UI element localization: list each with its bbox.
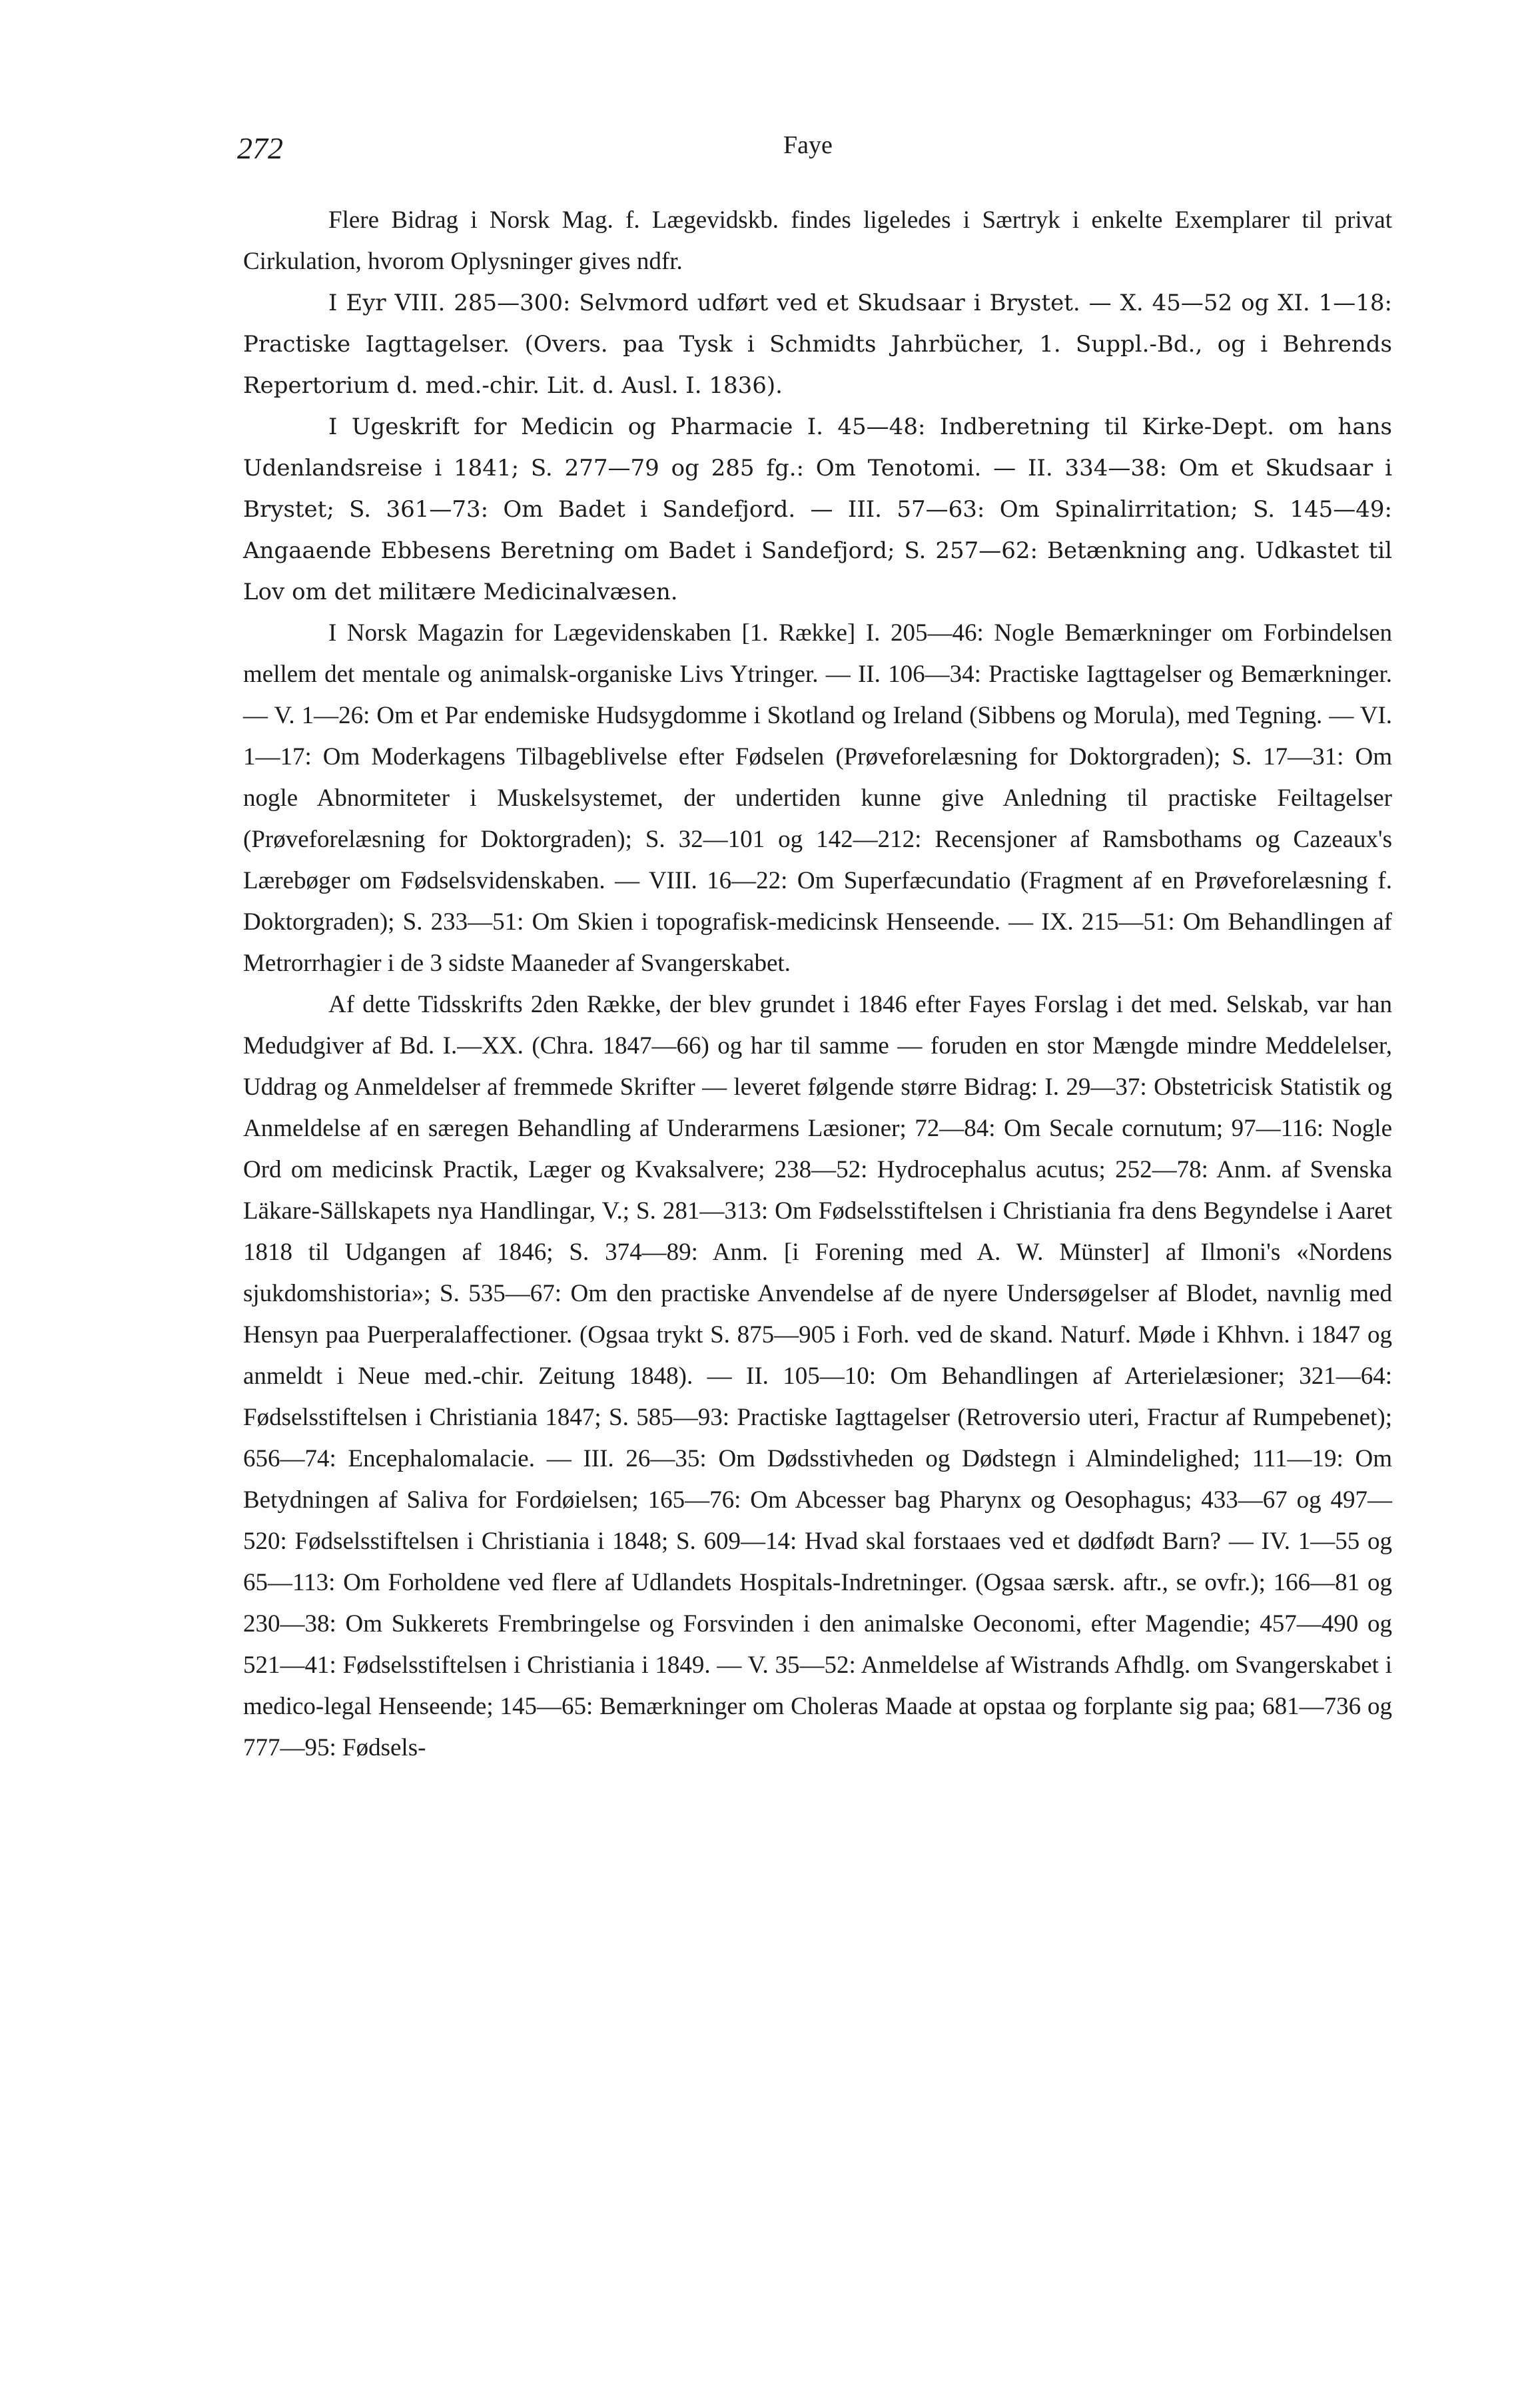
paragraph-ugeskrift: I Ugeskrift for Medicin og Pharmacie I. 45—48: Indberetning til Kirke-Dept. om hans Udenlandsreise i 1841; S. 277—79 og 285 fg.: Om Tenotomi. — II. 334—38: Om et Skudsaar i Brystet; S. 361—73: Om Badet i Sandefjord. — III. 57—63: Om Spinalirritation; S. 145—49: Angaaende Ebbesens Beretning om Badet i Sandefjord; S. 257—62: Betænkning ang. Udkastet til Lov om det militære Medicinalvæsen. [243,414,1392,605]
running-head: Faye [783,131,833,159]
paragraph-norsk-magazin: I Norsk Magazin for Lægevidenskaben [1. Række] I. 205—46: Nogle Bemærkninger om Forbindelsen mellem det mentale og animalsk-organiske Livs Ytringer. — II. 106—34: Practiske Iagttagelser og Bemærkninger. — V. 1—26: Om et Par endemiske Hudsygdomme i Skotland og Ireland (Sibbens og Morula), med Tegning. — VI. 1—17: Om Moderkagens Tilbageblivelse efter Fødselen (Prøveforelæsning for Doktorgraden); S. 17—31: Om nogle Abnormiteter i Muskelsystemet, der undertiden kunne give Anledning til practiske Feiltagelser (Prøveforelæsning for Doktorgraden); S. 32—101 og 142—212: Recensjoner af Ramsbothams og Cazeaux's Lærebøger om Fødselsvidenskaben. — VIII. 16—22: Om Superfæcundatio (Fragment af en Prøveforelæsning f. Doktorgraden); S. 233—51: Om Skien i topografisk-medicinsk Henseende. — IX. 215—51: Om Behandlingen af Metrorrhagier i de 3 sidste Maaneder af Svangerskabet. [243,619,1392,977]
paragraph-intro: Flere Bidrag i Norsk Mag. f. Lægevidskb. findes ligeledes i Særtryk i enkelte Exemplarer til privat Cirkulation, hvorom Oplysninger gives ndfr. [243,206,1392,275]
paragraph-second-series: Af dette Tidsskrifts 2den Række, der blev grundet i 1846 efter Fayes Forslag i det med. Selskab, var han Medudgiver af Bd. I.—XX. (Chra. 1847—66) og har til samme — foruden en stor Mængde mindre Meddelelser, Uddrag og Anmeldelser af fremmede Skrifter — leveret følgende større Bidrag: I. 29—37: Obstetricisk Statistik og Anmeldelse af en særegen Behandling af Underarmens Læsioner; 72—84: Om Secale cornutum; 97—116: Nogle Ord om medicinsk Practik, Læger og Kvaksalvere; 238—52: Hydrocephalus acutus; 252—78: Anm. af Svenska Läkare-Sällskapets nya Handlingar, V.; S. 281—313: Om Fødselsstiftelsen i Christiania fra dens Begyndelse i Aaret 1818 til Udgangen af 1846; S. 374—89: Anm. [i Forening med A. W. Münster] af Ilmoni's «Nordens sjukdomshistoria»; S. 535—67: Om den practiske Anvendelse af de nyere Undersøgelser af Blodet, navnlig med Hensyn paa Puerperalaffectioner. (Ogsaa trykt S. 875—905 i Forh. ved de skand. Naturf. Møde i Khhvn. i 1847 og anmeldt i Neue med.-chir. Zeitung 1848). — II. 105—10: Om Behandlingen af Arterielæsioner; 321—64: Fødselsstiftelsen i Christiania 1847; S. 585—93: Practiske Iagttagelser (Retroversio uteri, Fractur af Rumpebenet); 656—74: Encephalomalacie. — III. 26—35: Om Dødsstivheden og Dødstegn i Almindelighed; 111—19: Om Betydningen af Saliva for Fordøielsen; 165—76: Om Abcesser bag Pharynx og Oesophagus; 433—67 og 497—520: Fødselsstiftelsen i Christiania i 1848; S. 609—14: Hvad skal forstaaes ved et dødfødt Barn? — IV. 1—55 og 65—113: Om Forholdene ved flere af Udlandets Hospitals-Indretninger. (Ogsaa særsk. aftr., se ovfr.); 166—81 og 230—38: Om Sukkerets Frembringelse og Forsvinden i den animalske Oeconomi, efter Magendie; 457—490 og 521—41: Fødselsstiftelsen i Christiania i 1849. — V. 35—52: Anmeldelse af Wistrands Afhdlg. om Svangerskabet i medico-legal Henseende; 145—65: Bemærkninger om Choleras Maade at opstaa og forplante sig paa; 681—736 og 777—95: Fødsels- [243,991,1392,1761]
page-number: 272 [237,131,283,165]
paragraph-eyr: I Eyr VIII. 285—300: Selvmord udført ved et Skudsaar i Brystet. — X. 45—52 og XI. 1—18: Practiske Iagttagelser. (Overs. paa Tysk i Schmidts Jahrbücher, 1. Suppl.-Bd., og i Behrends Repertorium d. med.-chir. Lit. d. Ausl. I. 1836). [243,290,1392,399]
body-text [243,200,1392,1769]
